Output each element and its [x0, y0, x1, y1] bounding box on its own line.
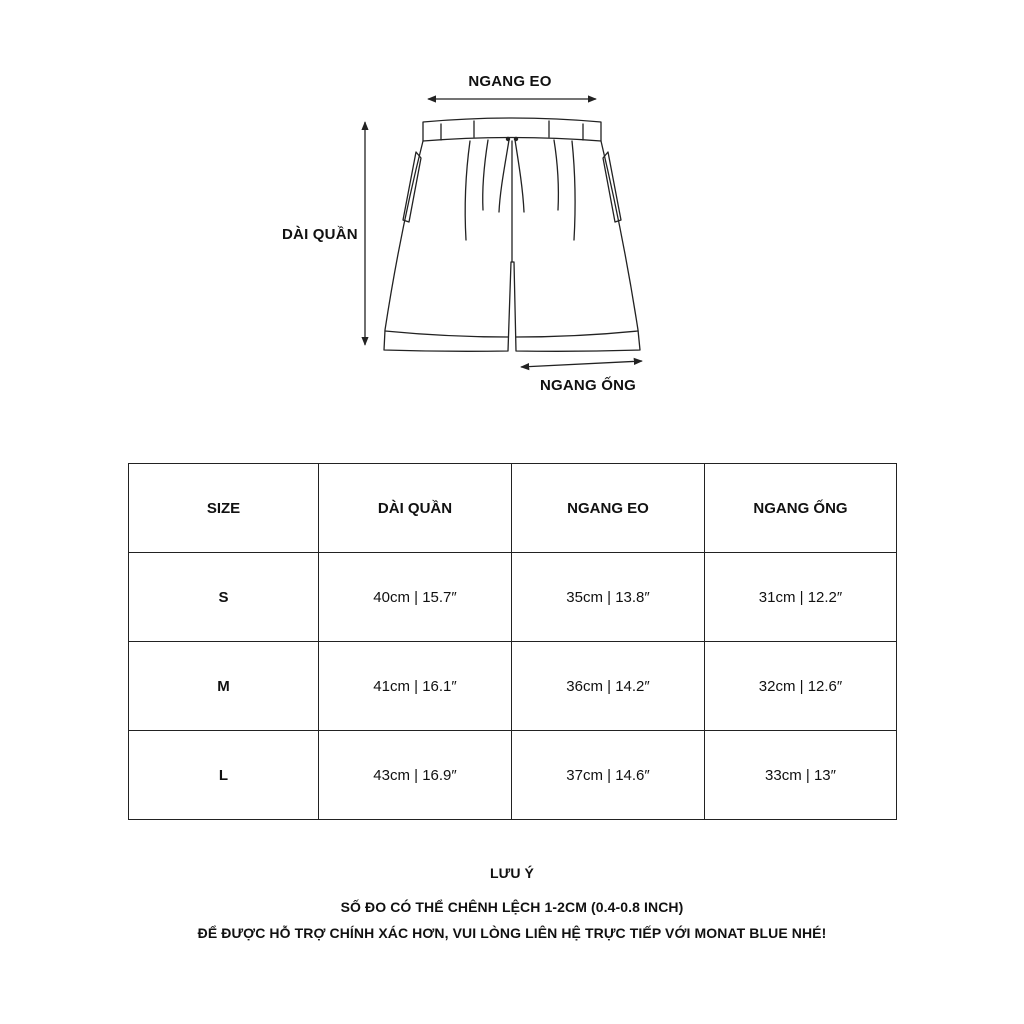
length-cell: 43cm | 16.9″ — [319, 731, 512, 820]
length-cell: 40cm | 15.7″ — [319, 553, 512, 642]
shorts-illustration — [0, 0, 1024, 420]
waist-cell: 37cm | 14.6″ — [512, 731, 705, 820]
waist-cell: 36cm | 14.2″ — [512, 642, 705, 731]
note-title: LƯU Ý — [489, 865, 534, 881]
shorts-diagram — [0, 0, 1024, 420]
leg-opening-label: NGANG ỐNG — [540, 377, 636, 394]
waist-label: NGANG EO — [468, 73, 552, 90]
table-row — [129, 642, 897, 731]
leg-opening-arrow — [521, 361, 642, 367]
header-leg-opening: NGANG ỐNG — [705, 464, 897, 553]
waist-cell: 35cm | 13.8″ — [512, 553, 705, 642]
leg-opening-cell: 32cm | 12.6″ — [705, 642, 897, 731]
header-size: SIZE — [129, 464, 319, 553]
length-label: DÀI QUẦN — [282, 226, 358, 243]
size-cell: L — [129, 731, 319, 820]
leg-opening-cell: 33cm | 13″ — [705, 731, 897, 820]
header-waist: NGANG EO — [512, 464, 705, 553]
size-cell: S — [129, 553, 319, 642]
table-row — [129, 553, 897, 642]
drawstring-eyelet-right — [514, 137, 518, 141]
drawstring-eyelet-left — [506, 137, 510, 141]
size-cell: M — [129, 642, 319, 731]
leg-opening-cell: 31cm | 12.2″ — [705, 553, 897, 642]
note-line-1: SỐ ĐO CÓ THỂ CHÊNH LỆCH 1-2CM (0.4-0.8 INCH) — [340, 899, 684, 915]
note-line-2: ĐỂ ĐƯỢC HỖ TRỢ CHÍNH XÁC HƠN, VUI LÒNG LIÊN HỆ TRỰC TIẾP VỚI MONAT BLUE NHÉ! — [197, 925, 827, 941]
table-header-row — [129, 464, 897, 553]
size-chart-table — [128, 463, 897, 820]
table-row — [129, 731, 897, 820]
header-length: DÀI QUẦN — [319, 464, 512, 553]
shorts-outline — [384, 118, 640, 351]
length-cell: 41cm | 16.1″ — [319, 642, 512, 731]
